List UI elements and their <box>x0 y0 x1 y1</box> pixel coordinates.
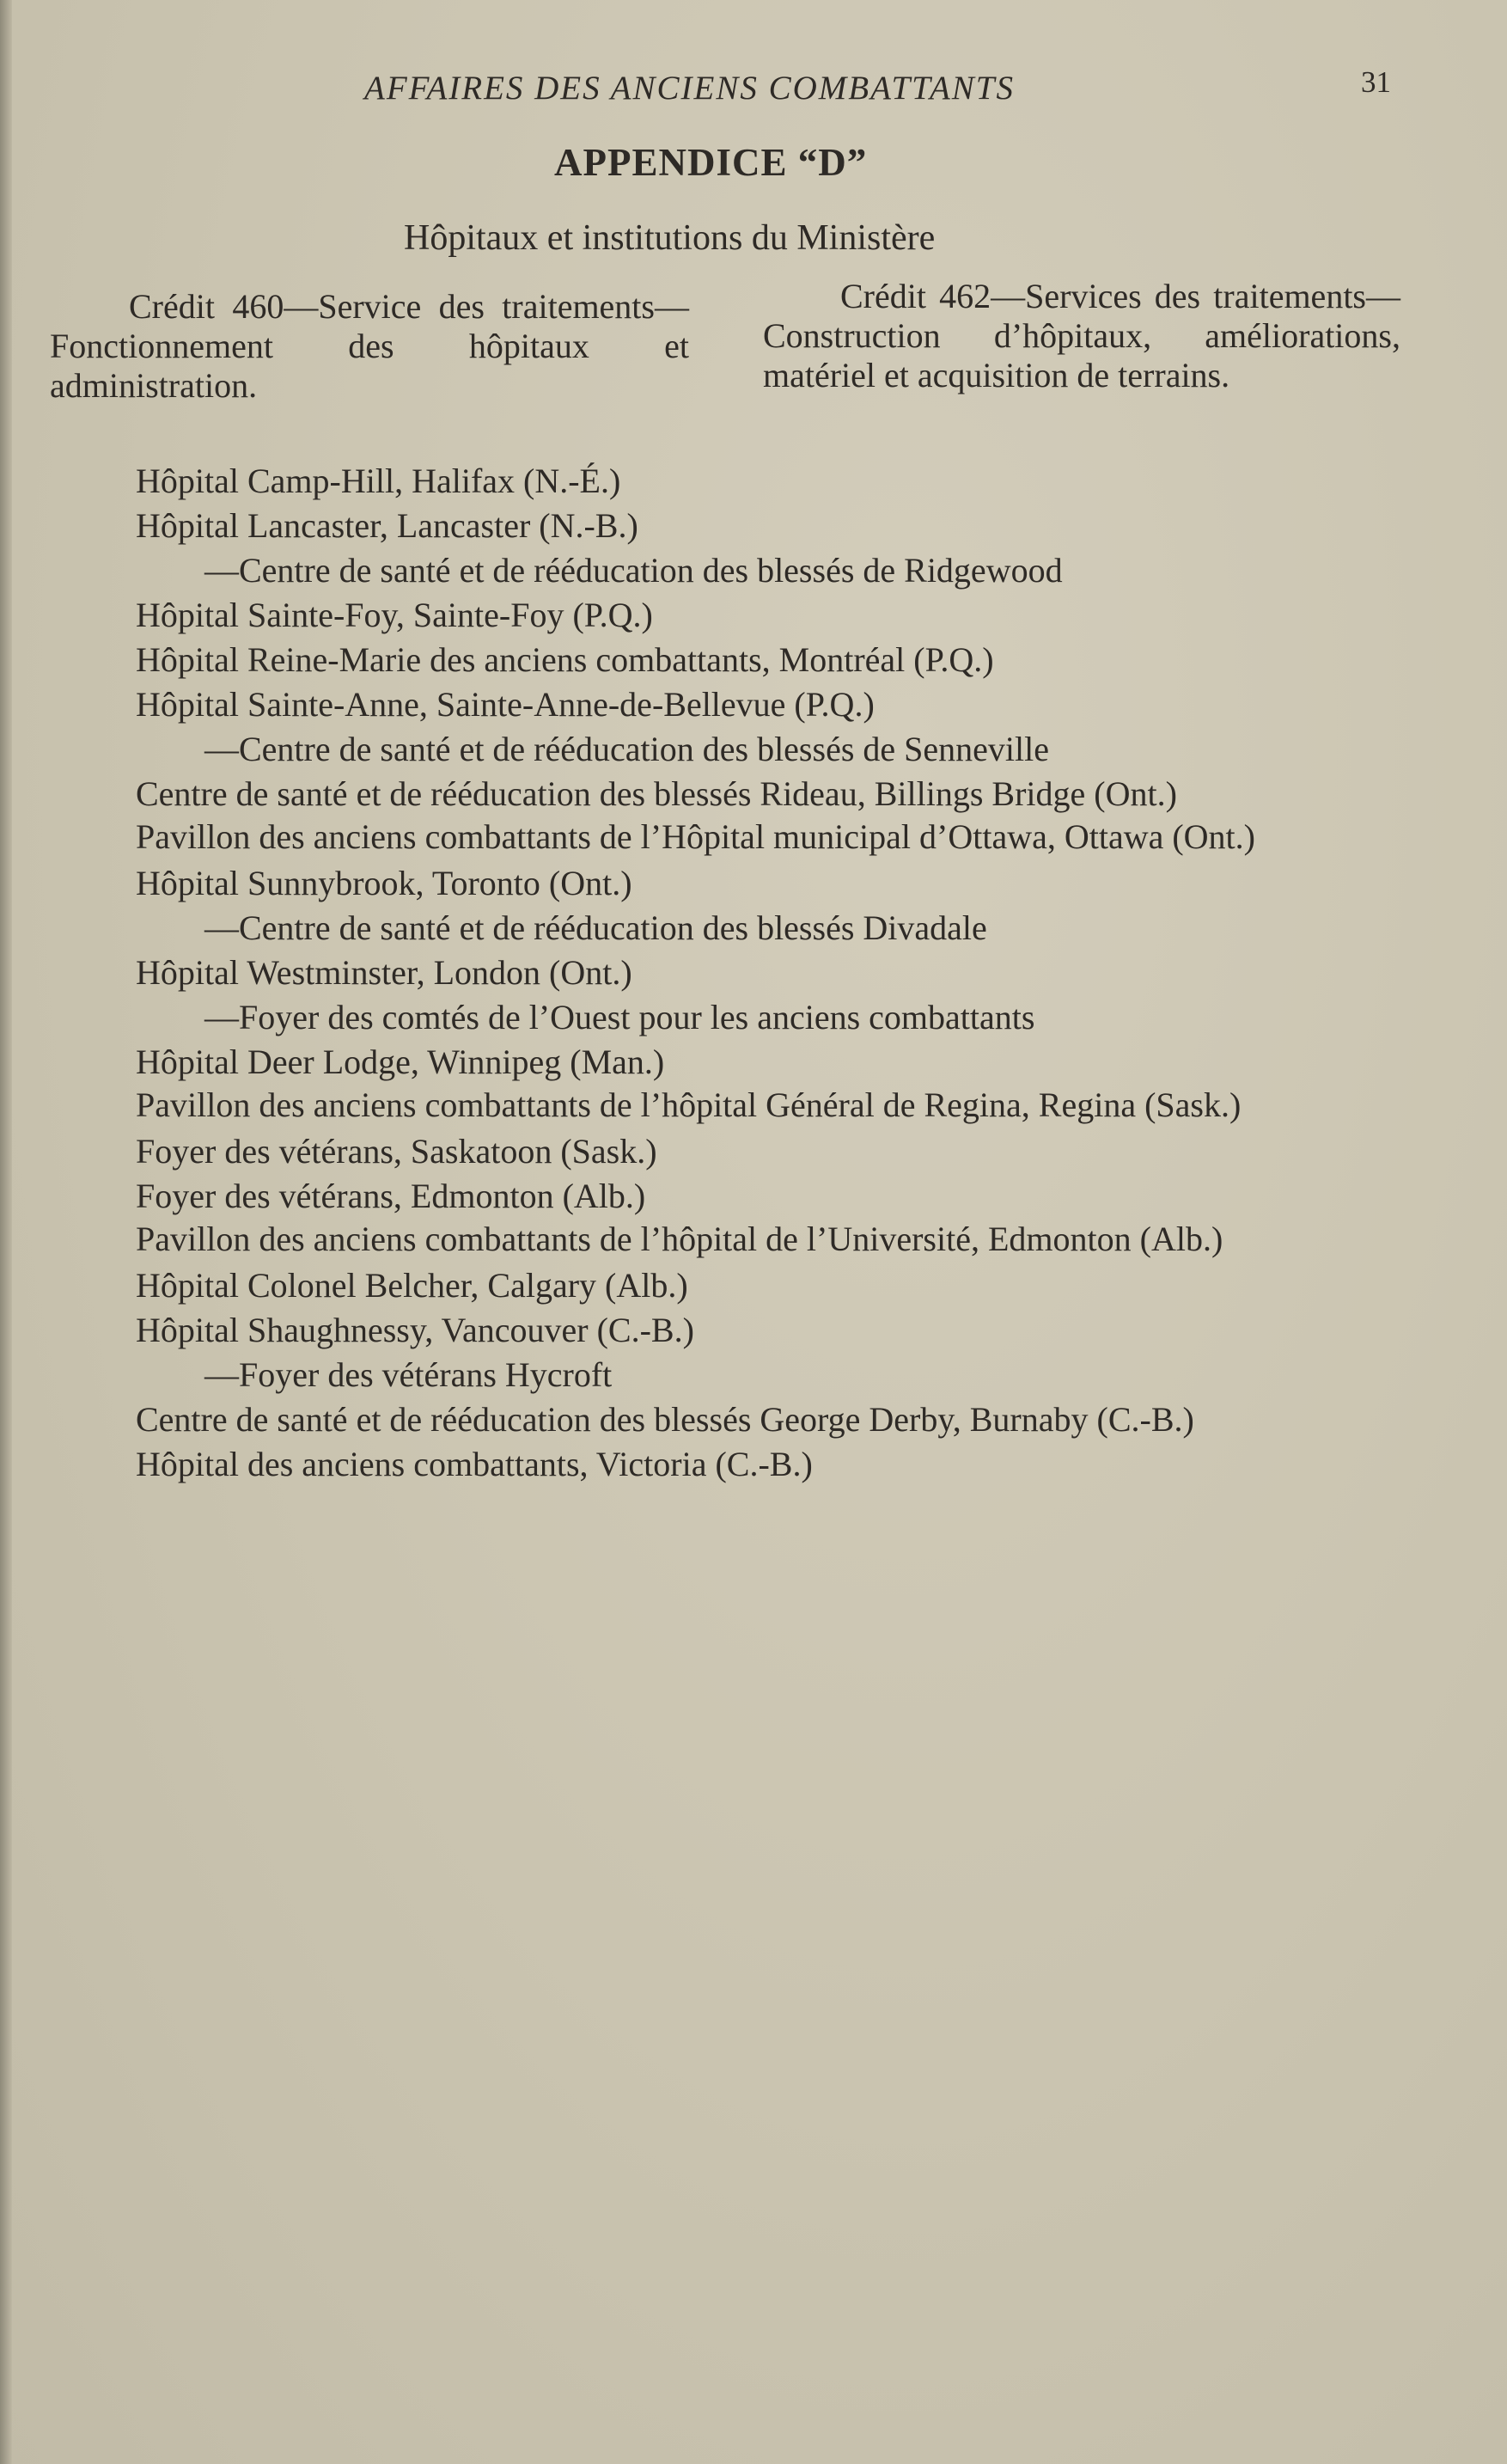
appendix-subtitle: Hôpitaux et institutions du Ministère <box>404 218 936 258</box>
appendix-title: APPENDICE “D” <box>554 141 868 184</box>
list-item: Hôpital Reine-Marie des anciens combattants, Montréal (P.Q.) <box>136 640 994 679</box>
list-item: Pavillon des anciens combattants de l’hôpital de l’Université, Edmonton (Alb.) <box>136 1220 1223 1258</box>
list-item: Pavillon des anciens combattants de l’hôpital Général de Regina, Regina (Sask.) <box>136 1085 1242 1124</box>
credit-460-description: Crédit 460—Service des traitements—Fonctionnement des hôpitaux et administration. <box>50 287 689 405</box>
list-item: Foyer des vétérans, Edmonton (Alb.) <box>136 1177 646 1215</box>
credit-462-description: Crédit 462—Services des traitements—Construction d’hôpitaux, améliorations, matériel et acquisition de terrains. <box>763 277 1400 394</box>
list-item: —Centre de santé et de rééducation des blessés de Senneville <box>204 730 1049 768</box>
list-item: Hôpital Shaughnessy, Vancouver (C.-B.) <box>136 1311 694 1349</box>
list-item: Hôpital Lancaster, Lancaster (N.-B.) <box>136 506 638 545</box>
list-item: —Centre de santé et de rééducation des blessés de Ridgewood <box>204 551 1063 590</box>
list-item: Hôpital Sainte-Foy, Sainte-Foy (P.Q.) <box>136 596 653 634</box>
list-item: Hôpital Colonel Belcher, Calgary (Alb.) <box>136 1266 688 1305</box>
page-number: 31 <box>1361 65 1391 99</box>
list-item: Hôpital Deer Lodge, Winnipeg (Man.) <box>136 1042 665 1081</box>
list-item: Hôpital Sainte-Anne, Sainte-Anne-de-Bellevue (P.Q.) <box>136 685 875 724</box>
list-item: Hôpital Camp-Hill, Halifax (N.-É.) <box>136 462 621 500</box>
list-item: Hôpital Sunnybrook, Toronto (Ont.) <box>136 864 632 902</box>
list-item: —Centre de santé et de rééducation des blessés Divadale <box>204 908 987 947</box>
running-header: AFFAIRES DES ANCIENS COMBATTANTS <box>364 70 1015 107</box>
list-item: Foyer des vétérans, Saskatoon (Sask.) <box>136 1132 657 1171</box>
institution-list <box>136 459 1416 1487</box>
list-item: Centre de santé et de rééducation des blessés George Derby, Burnaby (C.-B.) <box>136 1400 1194 1439</box>
list-item: —Foyer des comtés de l’Ouest pour les anciens combattants <box>204 998 1035 1036</box>
list-item: Centre de santé et de rééducation des blessés Rideau, Billings Bridge (Ont.) <box>136 774 1177 813</box>
list-item: Hôpital des anciens combattants, Victoria (C.-B.) <box>136 1445 813 1483</box>
list-item: Hôpital Westminster, London (Ont.) <box>136 953 632 992</box>
page-binding-edge <box>0 0 12 2464</box>
list-item: Pavillon des anciens combattants de l’Hôpital municipal d’Ottawa, Ottawa (Ont.) <box>136 817 1255 856</box>
list-item: —Foyer des vétérans Hycroft <box>204 1355 613 1394</box>
